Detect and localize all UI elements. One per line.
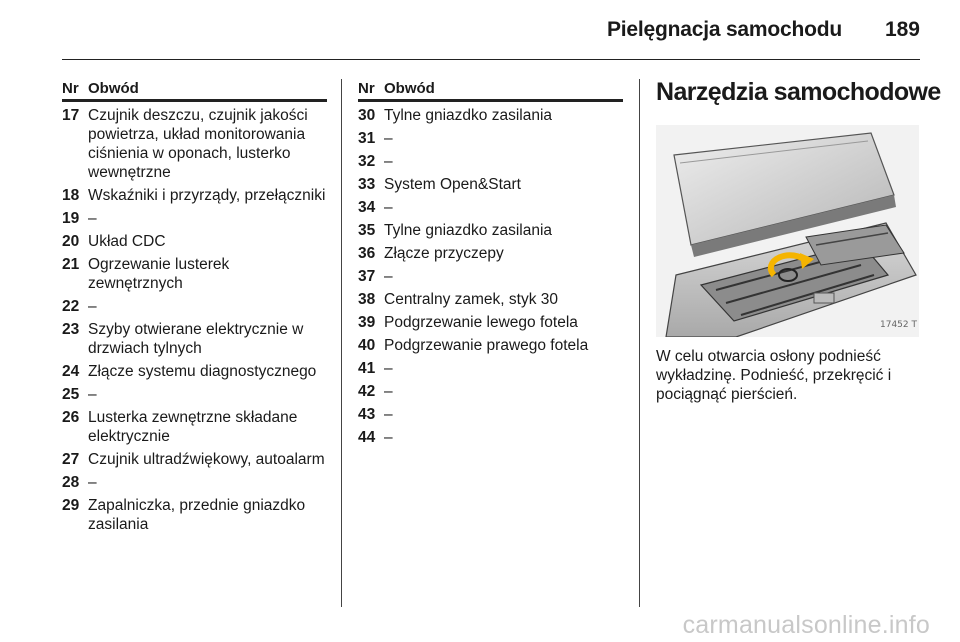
table-row <box>358 313 623 332</box>
fuse-number: 38 <box>358 291 376 308</box>
fuse-number: 44 <box>358 429 376 446</box>
table-header <box>62 79 327 102</box>
table-row <box>358 175 623 194</box>
fuse-table-left <box>62 79 327 538</box>
fuse-number: 24 <box>62 363 80 380</box>
header-circuit: Obwód <box>88 80 139 97</box>
fuse-number: 41 <box>358 360 376 377</box>
fuse-circuit: Czujnik deszczu, czujnik jakości powietrza, układ monitorowania ciśnienia w oponach, lusterko wewnętrzne <box>88 107 308 181</box>
page-title: Pielęgnacja samochodu <box>606 18 842 41</box>
fuse-circuit: Tylne gniazdko zasilania <box>384 107 553 124</box>
fuse-circuit: – <box>384 153 393 170</box>
fuse-number: 20 <box>62 233 80 250</box>
fuse-number: 30 <box>358 107 376 124</box>
table-row <box>62 385 327 404</box>
fuse-circuit: – <box>384 429 393 446</box>
fuse-number: 19 <box>62 210 80 227</box>
table-header <box>358 79 623 102</box>
header-nr: Nr <box>358 80 375 97</box>
fuse-number: 34 <box>358 199 376 216</box>
column-divider-1 <box>341 79 342 607</box>
table-row <box>358 221 623 240</box>
table-row <box>62 450 327 469</box>
fuse-circuit: – <box>384 130 393 147</box>
fuse-circuit: – <box>88 474 97 491</box>
fuse-number: 23 <box>62 321 80 338</box>
fuse-circuit: – <box>384 199 393 216</box>
fuse-number: 35 <box>358 222 376 239</box>
fuse-circuit: Wskaźniki i przyrządy, przełączniki <box>88 187 326 204</box>
table-row <box>62 320 327 358</box>
fuse-circuit: Tylne gniazdko zasilania <box>384 222 553 239</box>
table-row <box>358 198 623 217</box>
table-row <box>62 186 327 205</box>
table-row <box>358 267 623 286</box>
page-header <box>0 0 960 58</box>
table-rows <box>358 106 623 447</box>
header-circuit: Obwód <box>384 80 435 97</box>
fuse-circuit: Czujnik ultradźwiękowy, autoalarm <box>88 451 325 468</box>
fuse-circuit: – <box>384 406 393 423</box>
fuse-circuit: Lusterka zewnętrzne składane elektrycznie <box>88 409 298 445</box>
fuse-number: 17 <box>62 107 80 124</box>
section-caption: W celu otwarcia osłony podnieść wykładzinę. Podnieść, przekręcić i pociągnąć pierścień. <box>656 348 892 403</box>
table-row <box>62 106 327 182</box>
fuse-circuit: Podgrzewanie prawego fotela <box>384 337 589 354</box>
header-rule <box>62 59 920 60</box>
fuse-number: 22 <box>62 298 80 315</box>
fuse-number: 26 <box>62 409 80 426</box>
fuse-circuit: – <box>88 386 97 403</box>
table-row <box>62 255 327 293</box>
fuse-number: 25 <box>62 386 80 403</box>
table-row <box>62 496 327 534</box>
table-row <box>62 408 327 446</box>
table-row <box>358 382 623 401</box>
page-number: 189 <box>884 18 920 41</box>
fuse-circuit: – <box>88 298 97 315</box>
table-row <box>358 290 623 309</box>
table-row <box>358 428 623 447</box>
image-code: 17452 T <box>880 320 917 330</box>
fuse-circuit: System Open&Start <box>384 176 521 193</box>
fuse-table-right <box>358 79 623 451</box>
tools-section <box>656 78 941 404</box>
table-row <box>62 209 327 228</box>
fuse-number: 21 <box>62 256 80 273</box>
fuse-number: 42 <box>358 383 376 400</box>
table-row <box>358 152 623 171</box>
fuse-circuit: Ogrzewanie lusterek zewnętrznych <box>88 256 230 292</box>
table-row <box>358 405 623 424</box>
fuse-circuit: – <box>88 210 97 227</box>
fuse-number: 39 <box>358 314 376 331</box>
fuse-number: 37 <box>358 268 376 285</box>
fuse-number: 32 <box>358 153 376 170</box>
fuse-circuit: Centralny zamek, styk 30 <box>384 291 559 308</box>
table-row <box>358 359 623 378</box>
table-row <box>358 336 623 355</box>
fuse-circuit: Złącze przyczepy <box>384 245 504 262</box>
fuse-circuit: Szyby otwierane elektrycznie w drzwiach tylnych <box>88 321 304 357</box>
fuse-number: 36 <box>358 245 376 262</box>
table-rows <box>62 106 327 534</box>
fuse-circuit: Zapalniczka, przednie gniazdko zasilania <box>88 497 306 533</box>
watermark: carmanualsonline.info <box>682 611 930 639</box>
fuse-number: 33 <box>358 176 376 193</box>
fuse-number: 40 <box>358 337 376 354</box>
table-row <box>62 297 327 316</box>
table-row <box>62 362 327 381</box>
fuse-circuit: – <box>384 268 393 285</box>
table-row <box>358 244 623 263</box>
trunk-illustration <box>656 125 919 337</box>
fuse-number: 28 <box>62 474 80 491</box>
fuse-number: 27 <box>62 451 80 468</box>
fuse-number: 31 <box>358 130 376 147</box>
fuse-number: 29 <box>62 497 80 514</box>
section-title: Narzędzia samochodowe <box>656 78 941 106</box>
fuse-circuit: Złącze systemu diagnostycznego <box>88 363 317 380</box>
fuse-number: 43 <box>358 406 376 423</box>
table-row <box>62 473 327 492</box>
fuse-number: 18 <box>62 187 80 204</box>
trunk-photo <box>656 125 919 337</box>
fuse-circuit: – <box>384 360 393 377</box>
fuse-circuit: – <box>384 383 393 400</box>
fuse-circuit: Układ CDC <box>88 233 166 250</box>
table-row <box>358 106 623 125</box>
fuse-circuit: Podgrzewanie lewego fotela <box>384 314 578 331</box>
table-row <box>358 129 623 148</box>
column-divider-2 <box>639 79 640 607</box>
table-row <box>62 232 327 251</box>
header-nr: Nr <box>62 80 79 97</box>
